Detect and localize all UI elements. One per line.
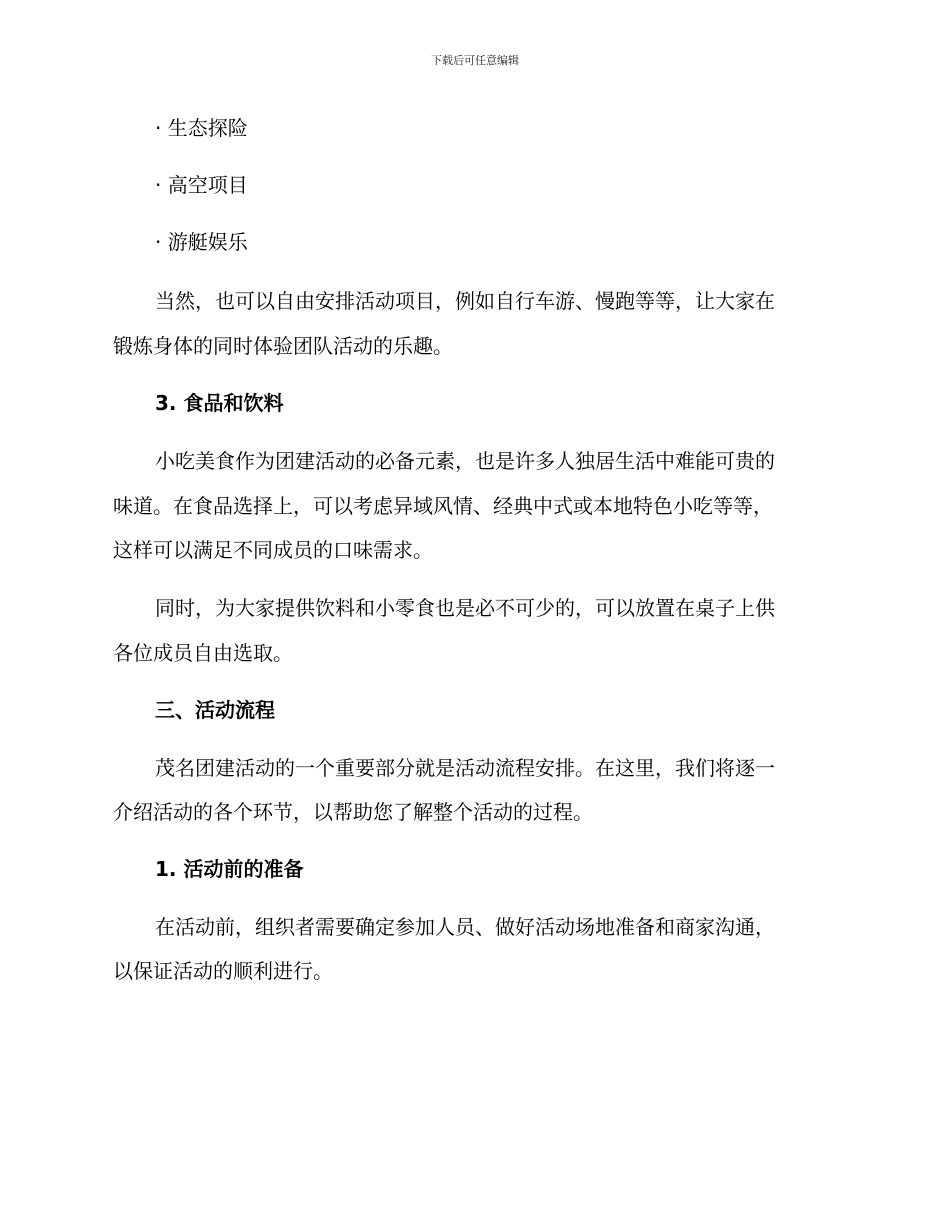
paragraph-line: 同时，为大家提供饮料和小零食也是必不可少的，可以放置在桌子上供: [155, 596, 775, 620]
paragraph-line: 在活动前，组织者需要确定参加人员、做好活动场地准备和商家沟通，: [155, 915, 775, 939]
paragraph-line: 这样可以满足不同成员的口味需求。: [113, 538, 433, 562]
section-heading: 三、活动流程: [155, 698, 275, 722]
section-heading: 1. 活动前的准备: [155, 857, 304, 881]
paragraph-line: 茂名团建活动的一个重要部分就是活动流程安排。在这里，我们将逐一: [155, 756, 775, 780]
paragraph-line: 以保证活动的顺利进行。: [113, 959, 333, 983]
paragraph-line: 介绍活动的各个环节，以帮助您了解整个活动的过程。: [113, 800, 593, 824]
bullet-item: · 游艇娱乐: [155, 230, 248, 254]
paragraph-line: 锻炼身体的同时体验团队活动的乐趣。: [113, 334, 453, 358]
paragraph-line: 各位成员自由选取。: [113, 641, 293, 665]
paragraph-line: 当然，也可以自由安排活动项目，例如自行车游、慢跑等等，让大家在: [155, 289, 775, 313]
paragraph-line: 小吃美食作为团建活动的必备元素，也是许多人独居生活中难能可贵的: [155, 449, 775, 473]
bullet-item: · 高空项目: [155, 173, 248, 197]
page-header-note: 下载后可任意编辑: [431, 54, 519, 67]
bullet-item: · 生态探险: [155, 116, 248, 140]
paragraph-line: 味道。在食品选择上，可以考虑异域风情、经典中式或本地特色小吃等等，: [113, 494, 773, 518]
section-heading: 3. 食品和饮料: [155, 391, 284, 415]
